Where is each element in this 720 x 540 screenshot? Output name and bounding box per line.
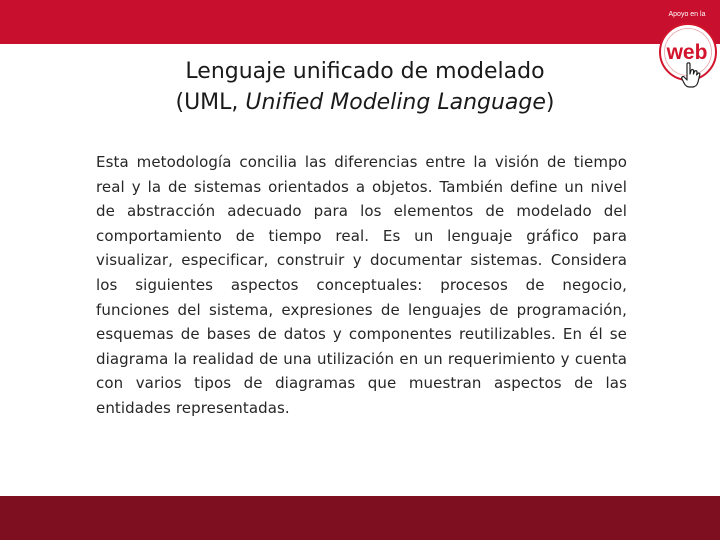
top-banner <box>0 0 720 44</box>
slide-title <box>100 56 630 118</box>
title-line-2 <box>100 87 630 118</box>
logo-caption: Apoyo en la <box>668 11 706 18</box>
bottom-banner <box>0 496 720 540</box>
slide-body-paragraph: Esta metodología concilia las diferencias entre la visión de tiempo real y la de sistemas orientados a objetos. También define un nivel de abstracción adecuado para los elementos de modelado del comportamiento de tiempo real. Es un lenguaje gráfico para visualizar, especificar, construir y documentar sistemas. Considera los siguientes aspectos conceptuales: procesos de negocio, funciones del sistema, expresiones de lenguajes de programación, esquemas de bases de datos y componentes reutilizables. En él se diagrama la realidad de una utilización en un requerimiento y cuenta con varios tipos de diagramas que muestran aspectos de las entidades representadas. <box>96 153 627 417</box>
title-paren-close: ) <box>545 90 555 115</box>
logo-word: web <box>666 41 708 64</box>
title-paren-open: (UML, <box>175 90 246 115</box>
title-line-1: Lenguaje unificado de modelado <box>185 59 545 84</box>
web-support-logo <box>658 22 720 100</box>
title-italic-term: Unified Modeling Language <box>245 90 546 115</box>
